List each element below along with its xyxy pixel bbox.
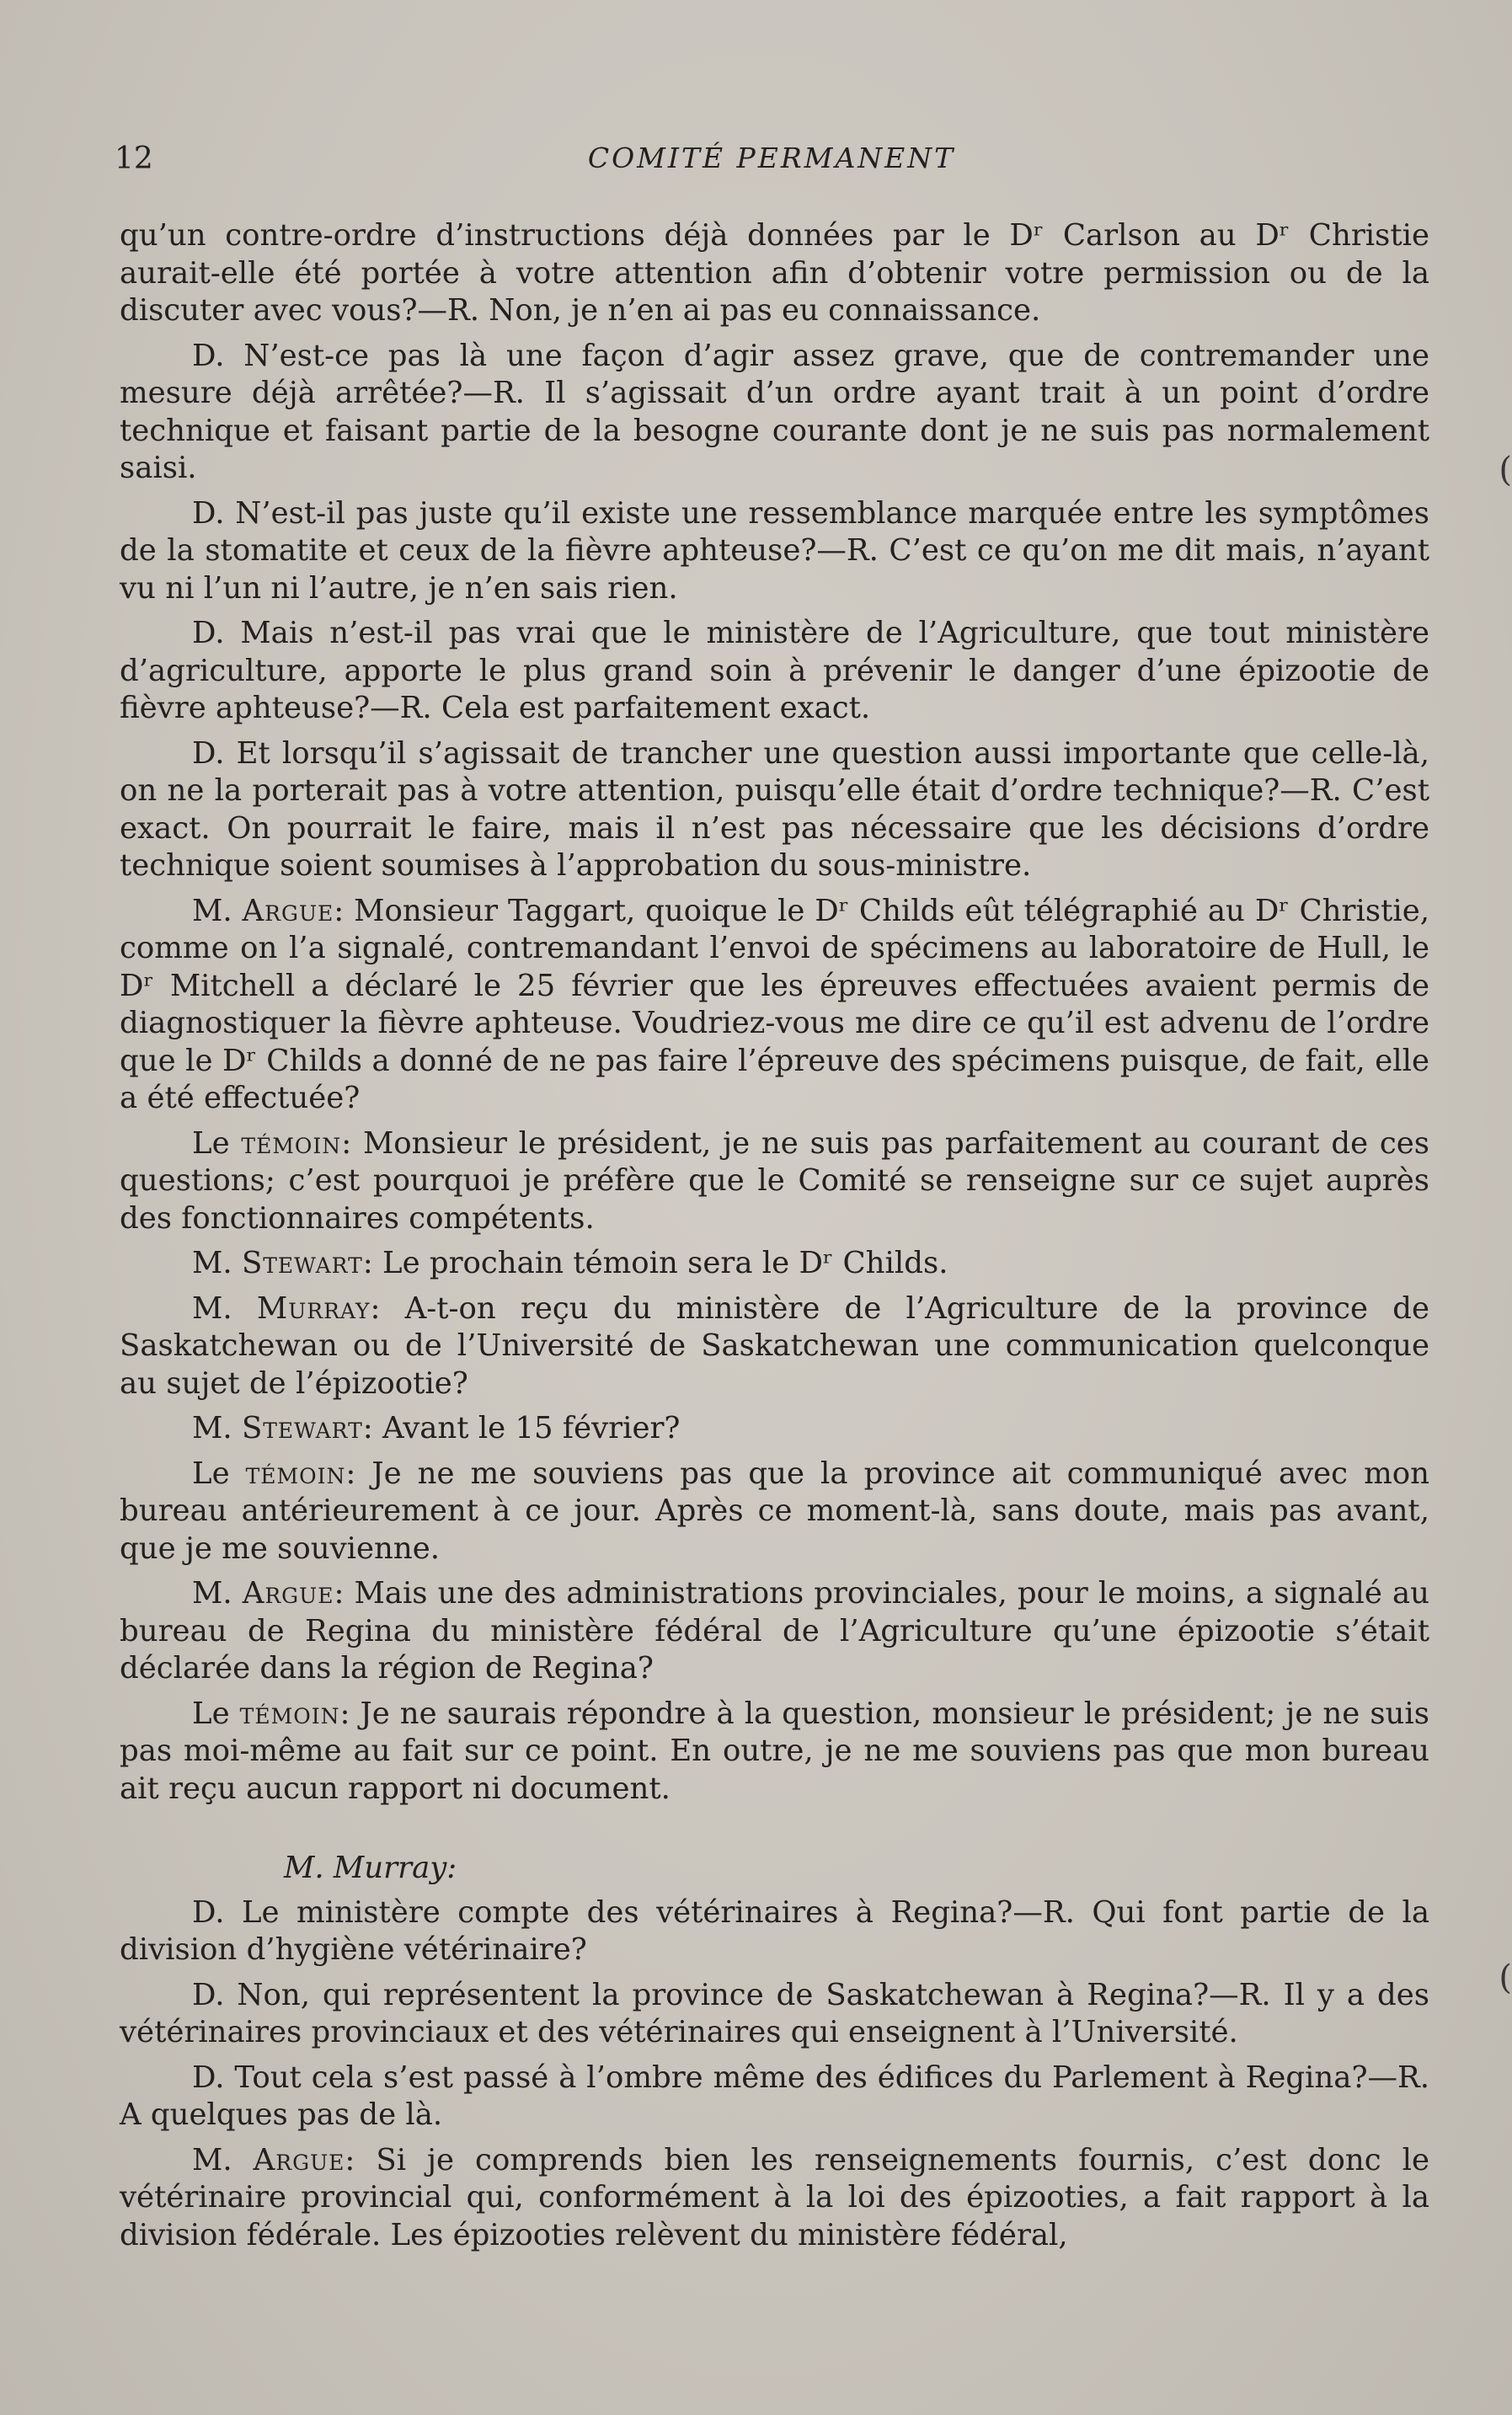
speaker-prefix: M.: [192, 1576, 232, 1611]
paragraph-text: D. N’est-il pas juste qu’il existe une ressemblance marquée entre les symptômes de la stomatite et ceux de la fièvre aphteuse?—R. C’est ce qu’on me dit mais, n’ayant vu ni l’un ni l’autre, je n’en sais rien.: [120, 495, 1429, 606]
paragraph-text: D. Mais n’est-il pas vrai que le ministère de l’Agriculture, que tout ministère d’agriculture, apporte le plus grand soin à prévenir le danger d’une épizootie de fièvre aphteuse?—R. Cela est parfaitement exact.: [120, 616, 1429, 725]
paragraph-text: : Je ne me souviens pas que la province ait communiqué avec mon bureau antérieurement à ce jour. Après ce moment-là, sans doute, mais pas avant, que je me souvienne.: [120, 1456, 1429, 1566]
speaker-paragraph: [120, 1456, 1429, 1568]
speaker-paragraph: [120, 1410, 1429, 1448]
paragraph: [120, 615, 1429, 728]
speaker-prefix: Le: [192, 1456, 230, 1491]
speaker-paragraph: [120, 1245, 1429, 1283]
page-number: 12: [115, 142, 153, 176]
paragraph-list: [120, 217, 1429, 1808]
paragraph-text: : Mais une des administrations provinciales, pour le moins, a signalé au bureau de Regina du ministère fédéral de l’Agriculture qu’une épizootie s’était déclarée dans la région de Regina?: [120, 1576, 1429, 1686]
speaker-prefix: M.: [192, 2142, 232, 2177]
speaker-prefix: M.: [192, 1290, 232, 1326]
paragraph-text: : Je ne saurais répondre à la question, monsieur le président; je ne suis pas moi-même au fait sur ce point. En outre, je ne me souviens pas que mon bureau ait reçu aucun rapport ni document.: [120, 1696, 1429, 1806]
speaker-name: Murray: [256, 1290, 371, 1326]
speaker-name: témoin: [245, 1456, 346, 1491]
speaker-name: Argue: [242, 1576, 334, 1611]
paragraph: [120, 338, 1429, 488]
paragraph-text: : Monsieur Taggart, quoique le Dʳ Childs eût télégraphié au Dʳ Christie, comme on l’a signalé, contremandant l’envoi de spécimens au laboratoire de Hull, le Dʳ Mitchell a déclaré le 25 février que les épreuves effectuées avaient permis de diagnostiquer la fièvre aphteuse. Voudriez-vous me dire ce qu’il est advenu de l’ordre que le Dʳ Childs a donné de ne pas faire l’épreuve des spécimens puisque, de fait, elle a été effectuée?: [120, 893, 1429, 1115]
speaker-name: témoin: [241, 1125, 342, 1161]
paragraph: [120, 735, 1429, 885]
speaker-paragraph: [120, 1290, 1429, 1403]
speaker-prefix: Le: [192, 1696, 230, 1731]
paragraph-text: D. Le ministère compte des vétérinaires à Regina?—R. Qui font partie de la division d’hygiène vétérinaire?: [120, 1894, 1429, 1967]
speaker-paragraph: [120, 893, 1429, 1118]
speaker-name: témoin: [239, 1696, 340, 1731]
paragraph: [120, 2060, 1429, 2134]
paragraph-list: [120, 1894, 1429, 2255]
paragraph-text: qu’un contre-ordre d’instructions déjà données par le Dʳ Carlson au Dʳ Christie aurait-elle été portée à votre attention afin d’obtenir votre permission ou de la discuter avec vous?—R. Non, je n’en ai pas eu connaissance.: [120, 218, 1429, 328]
speaker-name: Stewart: [241, 1411, 363, 1445]
paragraph: [120, 1977, 1429, 2052]
speaker-prefix: M.: [192, 1411, 232, 1445]
speaker-paragraph: [120, 2142, 1429, 2255]
paragraph-text: D. Non, qui représentent la province de Saskatchewan à Regina?—R. Il y a des vétérinaires provinciaux et des vétérinaires qui enseignent à l’Université.: [120, 1977, 1429, 2049]
speaker-name: Argue: [242, 893, 334, 928]
speaker-prefix: M.: [192, 893, 232, 928]
speaker-paragraph: [120, 1125, 1429, 1238]
sub-heading: M. Murray:: [284, 1851, 457, 1885]
paragraph-text: : Le prochain témoin sera le Dʳ Childs.: [362, 1246, 948, 1280]
page-header: [115, 142, 1429, 184]
speaker-prefix: M.: [192, 1246, 232, 1280]
paragraph-text: : Si je comprends bien les renseignements fournis, c’est donc le vétérinaire provincial qui, conformément à la loi des épizooties, a fait rapport à la division fédérale. Les épizooties relèvent du ministère fédéral,: [120, 2142, 1430, 2252]
paragraph-text: : A-t-on reçu du ministère de l’Agriculture de la province de Saskatchewan ou de l’Université de Saskatchewan une communication quelconque au sujet de l’épizootie?: [120, 1290, 1429, 1401]
speaker-name: Stewart: [241, 1246, 363, 1280]
paragraph: [120, 495, 1429, 608]
paragraph-text: : Avant le 15 février?: [362, 1411, 681, 1445]
body-text: [120, 217, 1429, 2262]
paragraph: [120, 1894, 1429, 1969]
paragraph-text: : Monsieur le président, je ne suis pas parfaitement au courant de ces questions; c’est pourquoi je préfère que le Comité se renseigne sur ce sujet auprès des fonctionnaires compétents.: [120, 1125, 1430, 1236]
speaker-paragraph: [120, 1696, 1429, 1809]
paragraph: [120, 217, 1429, 330]
speaker-name: Argue: [253, 2142, 345, 2177]
paragraph-text: D. N’est-ce pas là une façon d’agir assez grave, que de contremander une mesure déjà arrêtée?—R. Il s’agissait d’un ordre ayant trait à un point d’ordre technique et faisant partie de la besogne courante dont je ne suis pas normalement saisi.: [120, 338, 1429, 485]
paragraph-text: D. Et lorsqu’il s’agissait de trancher une question aussi importante que celle-là, on ne la porterait pas à votre attention, puisqu’elle était d’ordre technique?—R. C’est exact. On pourrait le faire, mais il n’est pas nécessaire que les décisions d’ordre technique soient soumises à l’approbation du sous-ministre.: [120, 735, 1429, 883]
running-title: COMITÉ PERMANENT: [587, 142, 956, 174]
margin-mark: (: [1499, 451, 1512, 489]
paragraph-text: D. Tout cela s’est passé à l’ombre même des édifices du Parlement à Regina?—R. A quelques pas de là.: [120, 2060, 1429, 2132]
speaker-prefix: Le: [192, 1125, 230, 1161]
speaker-paragraph: [120, 1575, 1429, 1688]
margin-mark: (: [1499, 1958, 1512, 1997]
